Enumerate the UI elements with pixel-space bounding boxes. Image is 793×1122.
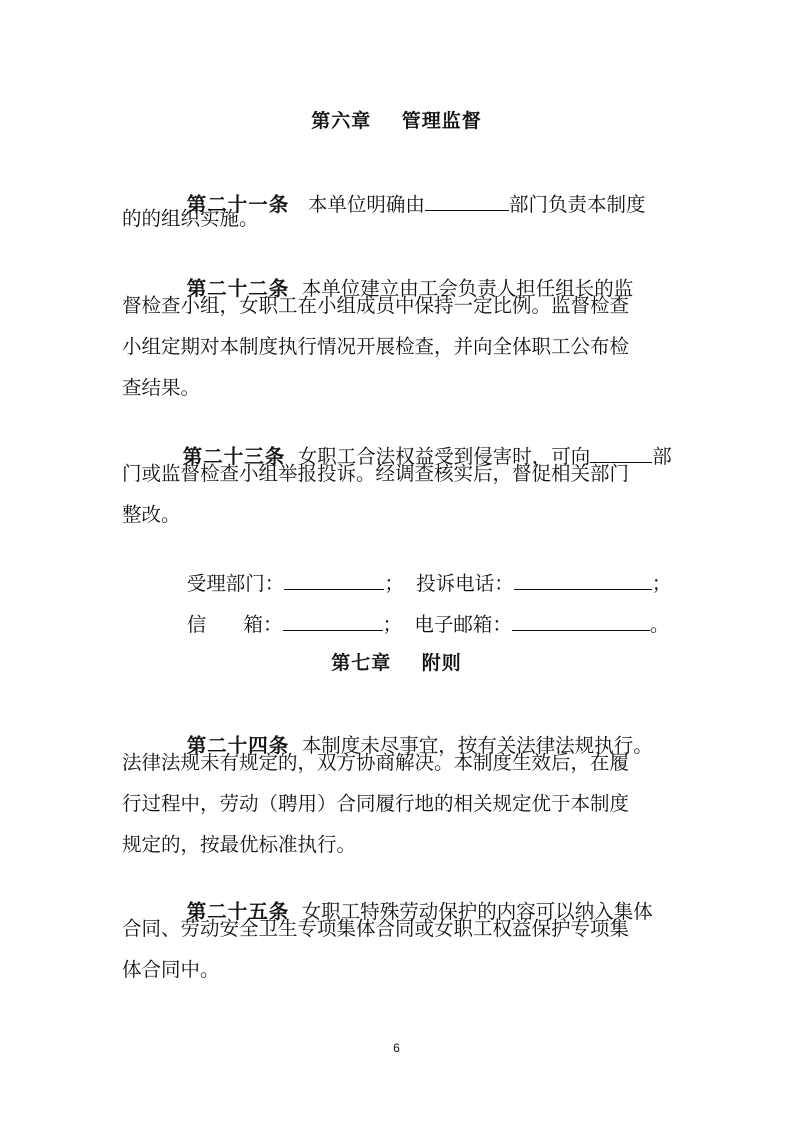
page-number: 6 <box>393 1041 400 1055</box>
article-22-label: 第二十二条 <box>186 277 290 300</box>
article-23-text-b: 部 <box>652 445 672 468</box>
article-22-line-4: 查结果。 <box>122 376 201 399</box>
article-23-line-3: 整改。 <box>122 503 181 526</box>
article-22-text: 本单位建立由工会负责人担任组长的监 <box>301 277 634 300</box>
article-21-text-a: 本单位明确由 <box>307 193 425 216</box>
chapter-7-heading: 第七章 附则 <box>331 652 462 674</box>
contact-row-2-end: 。 <box>649 613 670 636</box>
mailbox-field[interactable] <box>283 612 383 631</box>
article-22-line-2: 督检查小组，女职工在小组成员中保持一定比例。监督检查 <box>122 294 630 317</box>
article-23-line-2: 门或监督检查小组举报投诉。经调查核实后，督促相关部门 <box>122 462 630 485</box>
article-25-label: 第二十五条 <box>186 900 290 923</box>
article-24-line-2: 法律法规未有规定的，双方协商解决。本制度生效后，在履 <box>122 751 630 774</box>
email-field[interactable] <box>512 612 650 631</box>
article-21-line-2: 的的组织实施。 <box>122 207 259 230</box>
article-21-text-b: 部门负责本制度 <box>508 193 646 216</box>
article-21-label: 第二十一条 <box>186 193 290 216</box>
article-24-label: 第二十四条 <box>186 734 290 757</box>
complaint-phone-label: ； 投诉电话： <box>384 572 514 595</box>
article-24-text: 本制度未尽事宜，按有关法律法规执行。 <box>301 734 653 757</box>
contact-row-1-end: ； <box>651 572 672 595</box>
email-label: ； 电子邮箱： <box>382 613 512 636</box>
article-23-text-a: 女职工合法权益受到侵害时，可向 <box>297 445 591 468</box>
article-23-label: 第二十三条 <box>182 445 286 468</box>
article-25-line-3: 体合同中。 <box>122 958 220 981</box>
article-24-line-3: 行过程中，劳动（聘用）合同履行地的相关规定优于本制度 <box>122 792 630 815</box>
article-22-line-3: 小组定期对本制度执行情况开展检查，并向全体职工公布检 <box>122 335 630 358</box>
receiving-dept-label: 受理部门： <box>186 572 285 595</box>
report-dept-blank-field[interactable] <box>590 444 652 463</box>
article-25-text: 女职工特殊劳动保护的内容可以纳入集体 <box>301 900 653 923</box>
mailbox-label: 信 箱： <box>186 613 283 636</box>
chapter-6-heading: 第六章 管理监督 <box>311 110 482 132</box>
article-25-line-2: 合同、劳动安全卫生专项集体合同或女职工权益保护专项集 <box>122 917 630 940</box>
article-24-line-4: 规定的，按最优标准执行。 <box>122 833 357 856</box>
